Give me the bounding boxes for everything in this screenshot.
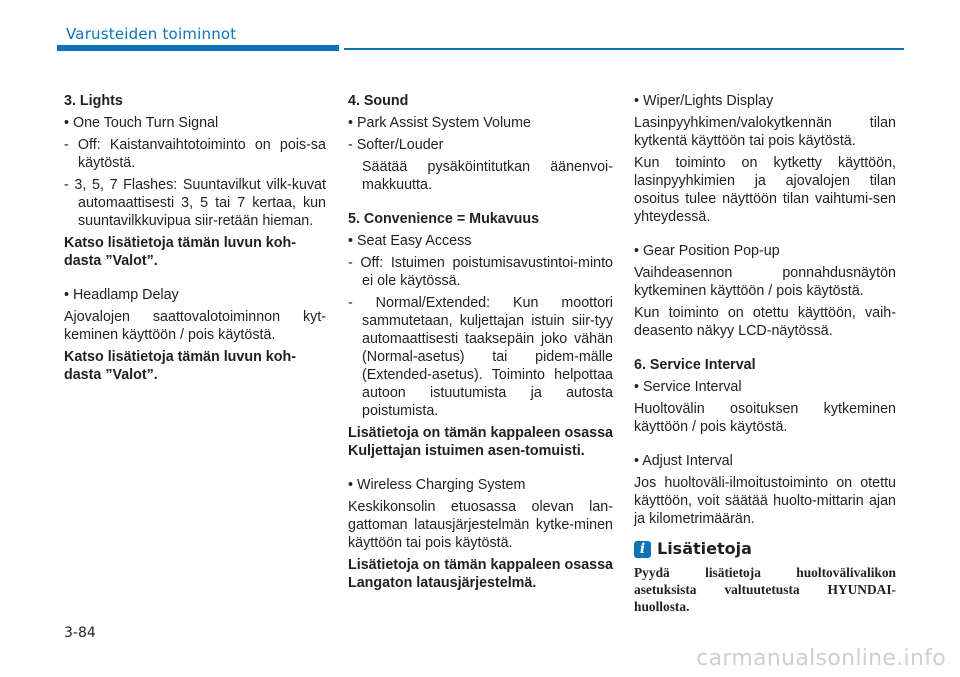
seat-easy-access-item: • Seat Easy Access [348,233,472,249]
convenience-heading: 5. Convenience = Mukavuus [348,211,540,227]
park-assist-volume-item: • Park Assist System Volume [348,115,531,131]
service-interval-description: Huoltovälin osoituksen kytkeminen käyttöön / pois käytöstä. [634,401,896,435]
header-rule-thin [344,48,904,50]
page-number: 3-84 [64,625,96,641]
adjust-interval-description: Jos huoltoväli-ilmoitustoiminto on otettu käyttöön, voit säätää huolto-mittarin ajan ja kilometrimäärän. [634,475,896,527]
wireless-charging-item: • Wireless Charging System [348,477,526,493]
wiper-description-1: Lasinpyyhkimen/valokytkennän tilan kytkentä käyttöön tai pois käytöstä. [634,115,896,149]
gear-description-2: Kun toiminto on otettu käyttöön, vaih-deasento näkyy LCD-näytössä. [634,305,896,339]
seat-off-option: - Off: Istuimen poistumisavustintoi-minto ei ole käytössä. [348,255,613,289]
gear-position-popup-item: • Gear Position Pop-up [634,243,780,259]
softer-louder-description: Säätää pysäköintitutkan äänenvoi-makkuutta. [362,159,613,193]
info-body: Pyydä lisätietoja huoltovälivalikon asetuksista valtuutetusta HYUNDAI-huollosta. [634,565,896,614]
flashes-option: - 3, 5, 7 Flashes: Suuntavilkut vilk-kuvat automaattisesti 3, 5 tai 7 kertaa, kun suuntavilkkuvipua siir-retään hieman. [64,177,326,229]
softer-louder-option: - Softer/Louder [348,137,444,153]
info-title: Lisätietoja [657,539,752,558]
wiper-description-2: Kun toiminto on kytketty käyttöön, lasinpyyhkimien ja ajovalojen tilan osoitus tulee näyttöön tilan vaihtumi-sen yhteydessä. [634,155,896,225]
wireless-reference-note: Lisätietoja on tämän kappaleen osassa Langaton latausjärjestelmä. [348,557,613,591]
service-interval-heading: 6. Service Interval [634,357,756,373]
off-option: - Off: Kaistanvaihtotoiminto on pois-sa käytöstä. [64,137,326,171]
headlamp-delay-item: • Headlamp Delay [64,287,179,303]
sound-heading: 4. Sound [348,93,409,109]
seat-reference-note: Lisätietoja on tämän kappaleen osassa Kuljettajan istuimen asen-tomuisti. [348,425,613,459]
wireless-charging-description: Keskikonsolin etuosassa olevan lan-gattoman latausjärjestelmän kytke-minen käyttöön tai pois käytöstä. [348,499,613,551]
adjust-interval-item: • Adjust Interval [634,453,733,469]
column-2 [348,92,613,596]
column-3 [634,92,896,615]
wiper-lights-display-item: • Wiper/Lights Display [634,93,774,109]
headlamp-reference-note: Katso lisätietoja tämän luvun koh-dasta ”Valot”. [64,349,296,383]
service-interval-item: • Service Interval [634,379,742,395]
one-touch-turn-signal-item: • One Touch Turn Signal [64,115,219,131]
gear-description-1: Vaihdeasennon ponnahdusnäytön kytkeminen käyttöön / pois käytöstä. [634,265,896,299]
seat-normal-extended-option: - Normal/Extended: Kun moottori sammutetaan, kuljettajan istuin siir-tyy automaattisesti taaksepäin joko vähän (Normal-asetus) tai pidem-mälle (Extended-asetus). Toiminto helpottaa autoon istuutumista ja autosta poistumista. [348,295,613,419]
lights-reference-note: Katso lisätietoja tämän luvun koh-dasta ”Valot”. [64,235,296,269]
section-title: Varusteiden toiminnot [66,25,237,43]
headlamp-delay-description: Ajovalojen saattovalotoiminnon kyt-keminen käyttöön / pois käytöstä. [64,309,326,343]
info-icon: i [634,541,651,558]
watermark: carmanualsonline.info [696,646,946,671]
header-rule-thick [57,45,339,51]
column-1 [64,92,326,388]
lights-heading: 3. Lights [64,93,123,109]
info-box-header [634,540,896,558]
